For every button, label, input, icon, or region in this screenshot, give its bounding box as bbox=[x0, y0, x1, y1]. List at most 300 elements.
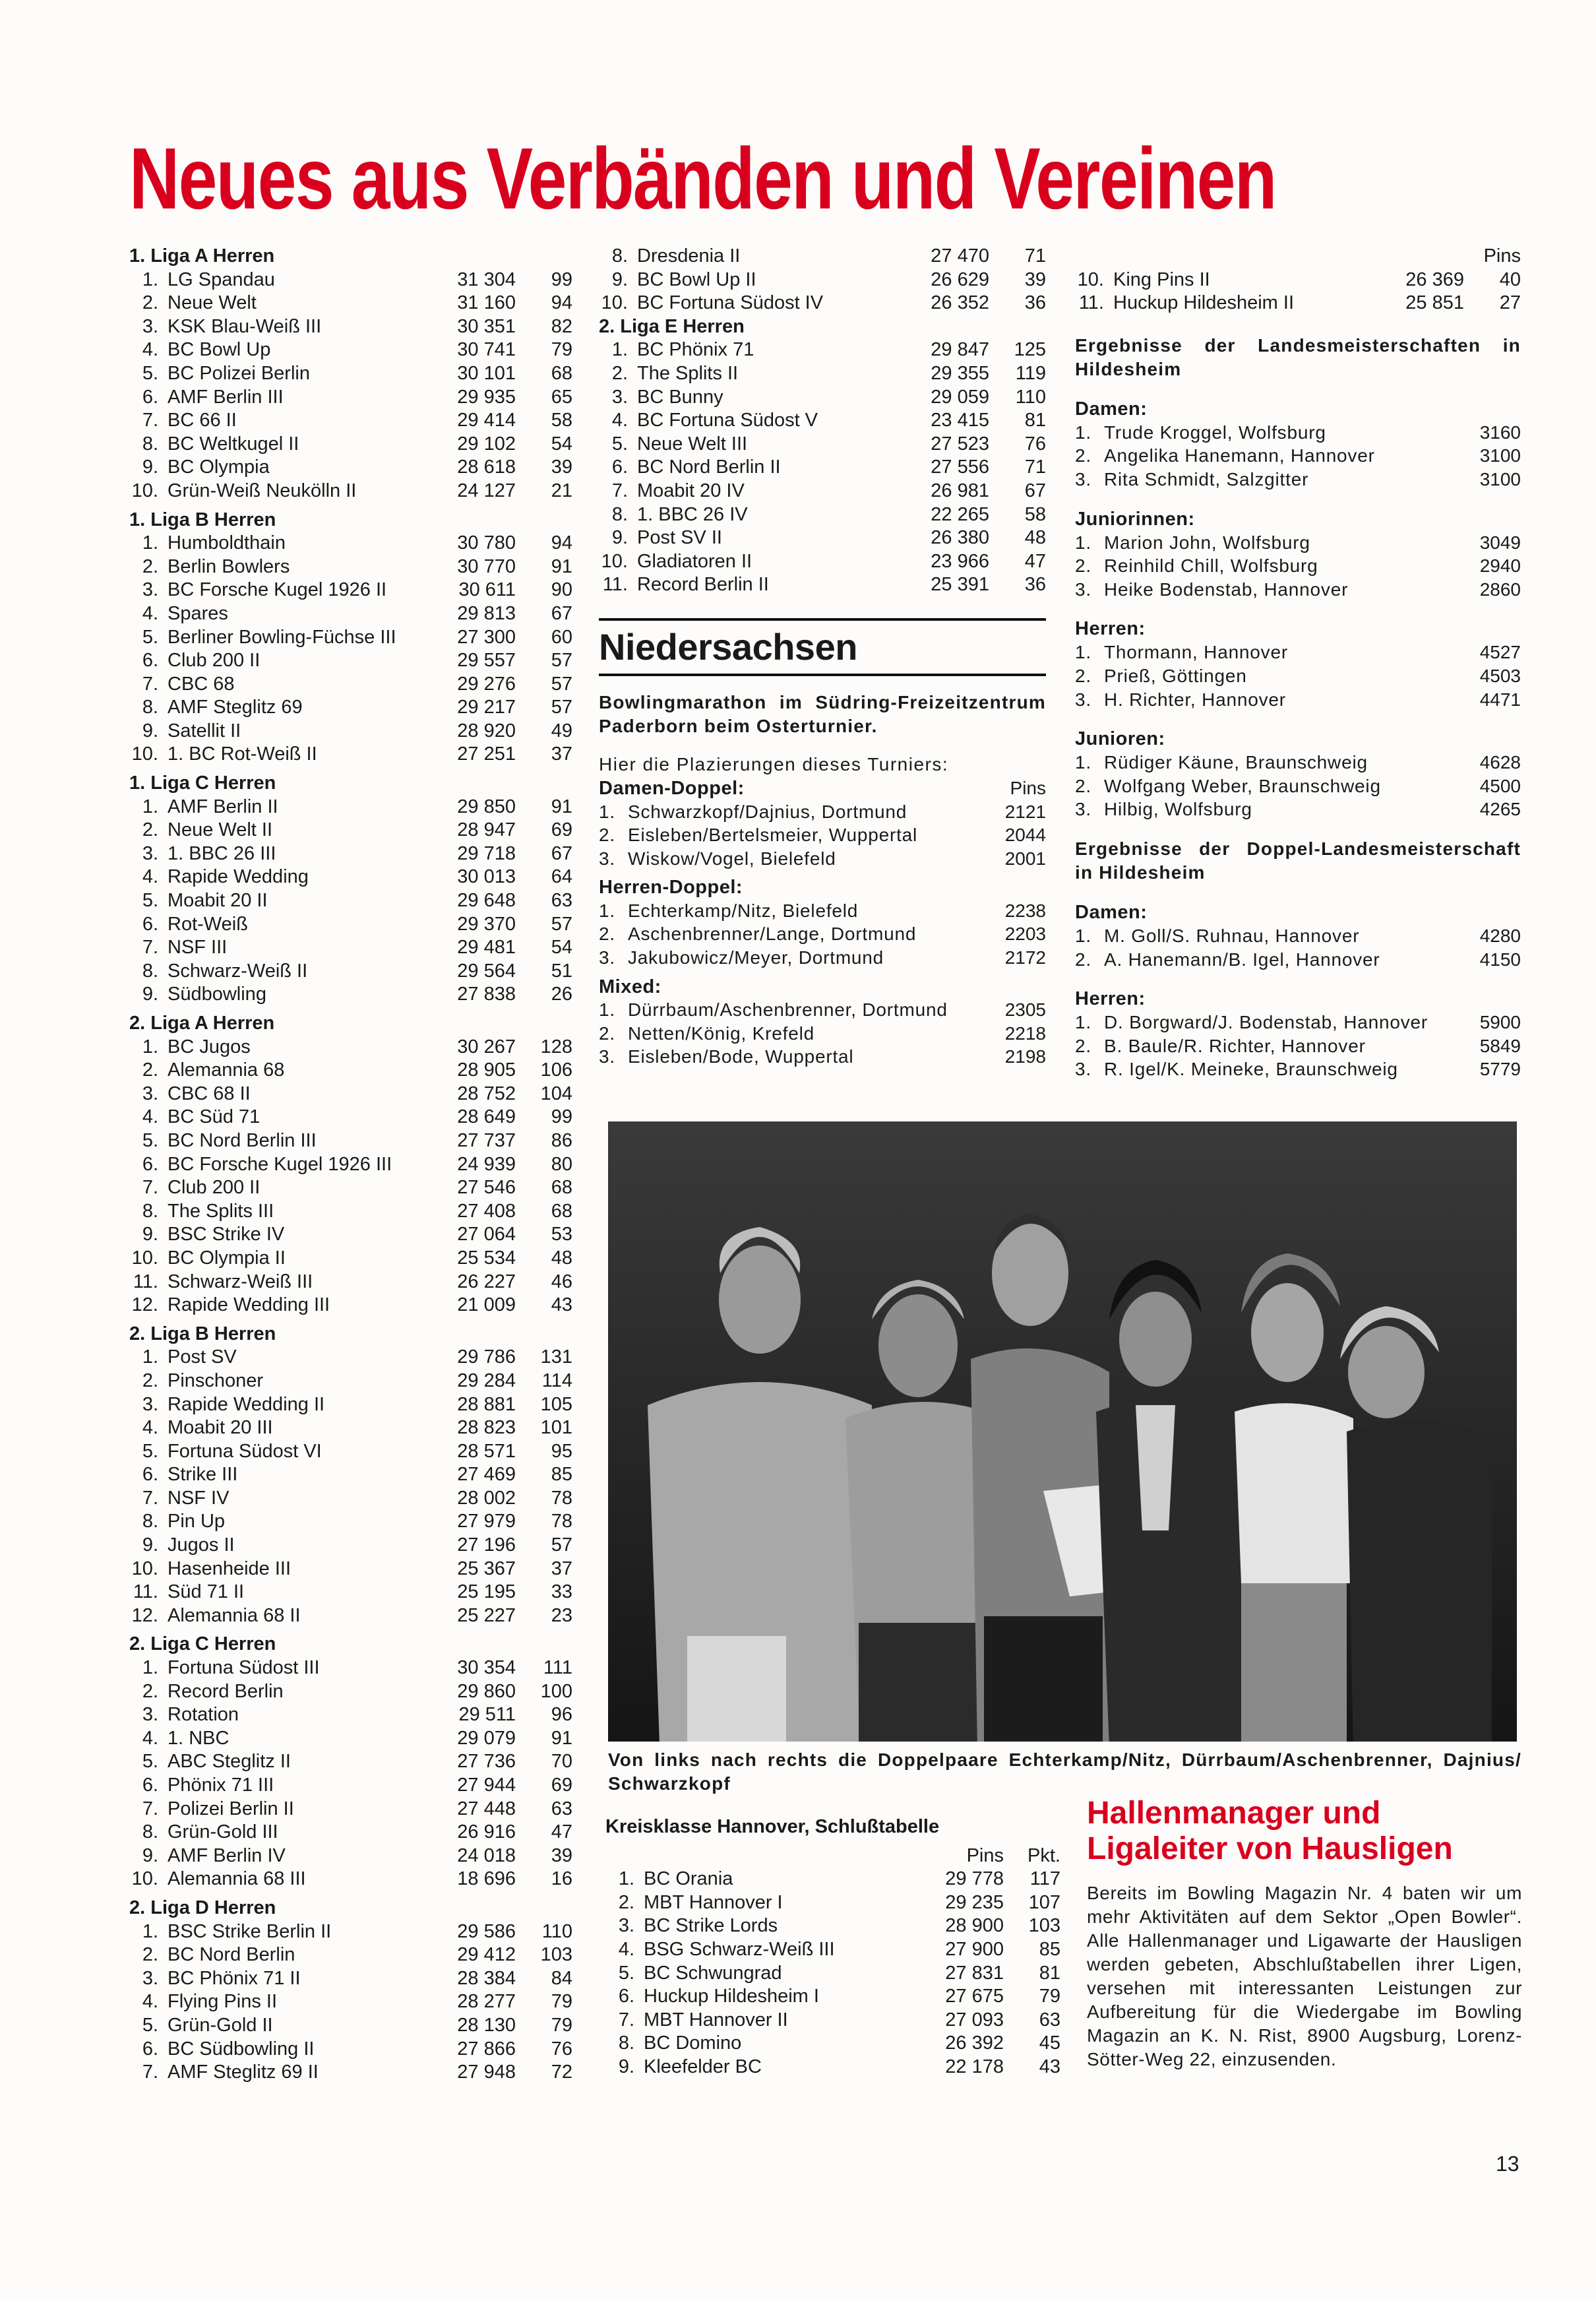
pins-value: 29 235 bbox=[945, 1891, 1004, 1913]
points-value: 103 bbox=[540, 1944, 572, 1966]
pins-value: 29 648 bbox=[457, 890, 516, 912]
kreisklasse-title: Kreisklasse Hannover, Schlußtabelle bbox=[605, 1816, 940, 1837]
rank: 11. bbox=[133, 1271, 158, 1292]
points-value: 26 bbox=[551, 984, 572, 1005]
table-row bbox=[599, 550, 1046, 574]
pins-value: 21 009 bbox=[457, 1294, 516, 1316]
rank: 6. bbox=[142, 1464, 158, 1486]
rank: 8. bbox=[142, 433, 158, 455]
pins-value: 30 013 bbox=[457, 866, 516, 888]
points-value: 100 bbox=[540, 1680, 572, 1702]
points-value: 79 bbox=[551, 339, 572, 361]
pins-value: 27 064 bbox=[457, 1224, 516, 1245]
points-value: 103 bbox=[1028, 1915, 1060, 1937]
pins-value: 5779 bbox=[1479, 1059, 1521, 1080]
spacer bbox=[129, 1317, 572, 1323]
result-row bbox=[599, 1022, 1046, 1046]
league-title: 2. Liga B Herren bbox=[129, 1323, 276, 1344]
pins-header: Pins bbox=[1483, 245, 1521, 267]
result-row bbox=[1075, 1011, 1521, 1034]
points-value: 57 bbox=[551, 697, 572, 718]
team-name: Süd 71 II bbox=[168, 1581, 245, 1603]
table-row bbox=[129, 1463, 572, 1487]
pins-value: 29 850 bbox=[457, 796, 516, 817]
rank: 6. bbox=[142, 650, 158, 672]
team-name: BC Polizei Berlin bbox=[168, 362, 310, 384]
points-value: 51 bbox=[551, 960, 572, 982]
points-value: 49 bbox=[551, 720, 572, 741]
rank: 5. bbox=[142, 2014, 158, 2036]
table-row bbox=[129, 1990, 572, 2014]
left-column bbox=[129, 245, 572, 2085]
pins-value: 30 611 bbox=[458, 579, 516, 601]
table-row bbox=[599, 573, 1046, 597]
rank: 2. bbox=[618, 1891, 634, 1913]
team-name: Alemannia 68 III bbox=[168, 1868, 306, 1890]
points-value: 57 bbox=[551, 1534, 572, 1556]
rank: 2. bbox=[142, 1059, 158, 1081]
rank: 3. bbox=[142, 579, 158, 601]
rank: 2. bbox=[142, 292, 158, 314]
points-value: 36 bbox=[1024, 292, 1046, 314]
pins-value: 29 059 bbox=[931, 386, 989, 408]
rank: 1. bbox=[599, 999, 615, 1021]
pins-value: 3100 bbox=[1479, 468, 1521, 489]
points-value: 57 bbox=[551, 673, 572, 695]
points-value: 106 bbox=[540, 1059, 572, 1081]
table-row bbox=[129, 1106, 572, 1129]
points-value: 68 bbox=[551, 1200, 572, 1222]
table-row bbox=[129, 1558, 572, 1581]
table-row bbox=[129, 409, 572, 433]
player-name: Trude Kroggel, Wolfsburg bbox=[1104, 422, 1326, 443]
rank: 4. bbox=[611, 410, 628, 431]
team-name: Rapide Wedding bbox=[168, 866, 309, 888]
points-value: 47 bbox=[1024, 550, 1046, 572]
team-name: AMF Berlin III bbox=[168, 386, 284, 408]
table-row bbox=[599, 362, 1046, 386]
rank: 11. bbox=[1078, 292, 1104, 314]
table-row bbox=[599, 480, 1046, 503]
points-value: 104 bbox=[540, 1083, 572, 1104]
team-name: Schwarz-Weiß II bbox=[168, 960, 308, 982]
table-row bbox=[129, 292, 572, 315]
table-row bbox=[129, 866, 572, 889]
player-name: B. Baule/R. Richter, Hannover bbox=[1104, 1035, 1366, 1056]
table-header bbox=[605, 1844, 1060, 1868]
pins-value: 25 195 bbox=[457, 1581, 516, 1603]
points-value: 63 bbox=[551, 1798, 572, 1819]
group-title: Mixed: bbox=[599, 976, 661, 997]
rank: 3. bbox=[142, 315, 158, 337]
rank: 9. bbox=[142, 984, 158, 1005]
rank: 6. bbox=[142, 2038, 158, 2060]
pins-value: 28 002 bbox=[457, 1487, 516, 1509]
team-name: AMF Berlin IV bbox=[168, 1844, 286, 1866]
landes-results bbox=[1075, 381, 1521, 821]
rank: 2. bbox=[1075, 555, 1091, 577]
pins-value: 2121 bbox=[1004, 801, 1046, 822]
spacer bbox=[1075, 971, 1521, 987]
points-value: 40 bbox=[1499, 268, 1521, 290]
table-row bbox=[129, 696, 572, 720]
table-row bbox=[129, 386, 572, 410]
rank: 4. bbox=[142, 1417, 158, 1439]
pins-value: 29 217 bbox=[457, 697, 516, 718]
team-name: BC Orania bbox=[644, 1868, 733, 1890]
rank: 4. bbox=[142, 1727, 158, 1749]
photo-caption: Von links nach rechts die Doppelpaare Echterkamp/Nitz, Dürrbaum/Aschenbrenner, Dajnius/ Schwarzkopf bbox=[608, 1749, 1521, 1794]
team-name: BC 66 II bbox=[168, 410, 237, 431]
points-value: 71 bbox=[1024, 457, 1046, 478]
team-name: BSG Schwarz-Weiß III bbox=[644, 1938, 835, 1960]
table-row bbox=[605, 1938, 1060, 1962]
table-row bbox=[1075, 268, 1521, 292]
rank: 3. bbox=[142, 1083, 158, 1104]
team-name: AMF Steglitz 69 bbox=[168, 697, 303, 718]
points-value: 39 bbox=[551, 457, 572, 478]
points-value: 64 bbox=[551, 866, 572, 888]
pins-value: 24 018 bbox=[457, 1844, 516, 1866]
rank: 3. bbox=[142, 1393, 158, 1415]
rank: 9. bbox=[611, 268, 628, 290]
pins-value: 28 130 bbox=[457, 2014, 516, 2036]
pins-value: 27 675 bbox=[945, 1986, 1004, 2007]
points-value: 58 bbox=[1024, 503, 1046, 525]
pins-value: 28 571 bbox=[457, 1440, 516, 1462]
pins-value: 27 523 bbox=[931, 433, 989, 455]
team-name: Flying Pins II bbox=[168, 1991, 277, 2013]
table-row bbox=[129, 1393, 572, 1417]
table-row bbox=[129, 743, 572, 767]
pins-value: 30 780 bbox=[457, 532, 516, 554]
table-row bbox=[129, 1868, 572, 1891]
table-row bbox=[129, 1774, 572, 1798]
rank: 1. bbox=[142, 796, 158, 817]
team-name: Alemannia 68 II bbox=[168, 1604, 301, 1626]
pins-value: 29 786 bbox=[457, 1346, 516, 1368]
result-row bbox=[599, 998, 1046, 1022]
pins-value: 27 948 bbox=[457, 2062, 516, 2083]
team-name: Record Berlin bbox=[168, 1680, 284, 1702]
pins-value: 28 649 bbox=[457, 1106, 516, 1128]
tournament-results bbox=[599, 776, 1046, 1069]
pins-value: 4628 bbox=[1479, 752, 1521, 773]
points-value: 107 bbox=[1028, 1891, 1060, 1913]
rank: 6. bbox=[142, 913, 158, 935]
article-body: Bereits im Bowling Magazin Nr. 4 baten wir um mehr Aktivitäten auf dem Sektor „Open Bowler“. Alle Hallenmanager und Ligawarte der Hausligen werden gebeten, Abschlußtabellen ihrer Ligen, versehen mit interessanten Leistungen zur Aufbereitung für die Wiedergabe im Bowling Magazin an K. N. Rist, 8900 Augsburg, Lorenz-Sötter-Weg 22, einzusenden. bbox=[1087, 1883, 1522, 2069]
player-name: D. Borgward/J. Bodenstab, Hannover bbox=[1104, 1012, 1428, 1033]
team-name: Berlin Bowlers bbox=[168, 555, 290, 577]
pins-value: 29 847 bbox=[931, 339, 989, 361]
points-value: 117 bbox=[1029, 1868, 1060, 1890]
points-value: 79 bbox=[551, 2014, 572, 2036]
table-row bbox=[599, 433, 1046, 457]
points-value: 33 bbox=[551, 1581, 572, 1603]
points-value: 37 bbox=[551, 743, 572, 765]
liga-continued bbox=[1075, 268, 1521, 315]
team-name: BSC Strike IV bbox=[168, 1224, 285, 1245]
photo-illustration bbox=[608, 1121, 1517, 1742]
pins-value: 25 391 bbox=[931, 574, 989, 596]
rank: 3. bbox=[599, 947, 615, 968]
player-name: Rüdiger Käune, Braunschweig bbox=[1104, 752, 1368, 773]
rank: 9. bbox=[142, 1534, 158, 1556]
pins-value: 4280 bbox=[1479, 925, 1521, 946]
pins-value: 28 752 bbox=[457, 1083, 516, 1104]
rank: 6. bbox=[611, 457, 628, 478]
col-pkt: Pkt. bbox=[1028, 1844, 1060, 1866]
pins-value: 29 860 bbox=[457, 1680, 516, 1702]
pins-value: 30 351 bbox=[457, 315, 516, 337]
rank: 1. bbox=[611, 339, 628, 361]
pins-value: 29 355 bbox=[931, 362, 989, 384]
pins-value: 27 866 bbox=[457, 2038, 516, 2060]
rank: 5. bbox=[618, 1962, 634, 1984]
team-name: Fortuna Südost III bbox=[168, 1657, 320, 1679]
hallenmanager-article bbox=[1087, 1796, 1522, 2071]
player-name: Hilbig, Wolfsburg bbox=[1104, 799, 1252, 820]
pins-value: 2940 bbox=[1479, 555, 1521, 577]
rank: 3. bbox=[611, 386, 628, 408]
pins-value: 5849 bbox=[1479, 1035, 1521, 1056]
rank: 3. bbox=[142, 842, 158, 864]
points-value: 36 bbox=[1024, 574, 1046, 596]
rank: 5. bbox=[142, 1440, 158, 1462]
rank: 1. bbox=[618, 1868, 634, 1890]
rank: 8. bbox=[611, 503, 628, 525]
points-value: 90 bbox=[551, 579, 572, 601]
rank: 1. bbox=[142, 1657, 158, 1679]
spacer bbox=[129, 1627, 572, 1633]
player-name: H. Richter, Hannover bbox=[1104, 689, 1286, 710]
table-row bbox=[599, 456, 1046, 480]
group-title: Herren: bbox=[1075, 988, 1146, 1010]
pins-value: 4150 bbox=[1479, 949, 1521, 970]
rank: 2. bbox=[142, 819, 158, 841]
table-row bbox=[129, 1416, 572, 1440]
points-value: 76 bbox=[551, 2038, 572, 2060]
team-name: Jugos II bbox=[168, 1534, 235, 1556]
team-name: 1. BBC 26 IV bbox=[637, 503, 748, 525]
pins-value: 28 823 bbox=[457, 1417, 516, 1439]
table-row bbox=[129, 913, 572, 937]
team-name: MBT Hannover I bbox=[644, 1891, 783, 1913]
player-name: Dürrbaum/Aschenbrenner, Dortmund bbox=[628, 999, 948, 1021]
rank: 2. bbox=[1075, 1035, 1091, 1056]
table-row bbox=[129, 936, 572, 960]
table-row bbox=[129, 1487, 572, 1511]
league-title: 1. Liga B Herren bbox=[129, 509, 276, 530]
table-row bbox=[129, 480, 572, 503]
result-row bbox=[599, 800, 1046, 824]
rank: 8. bbox=[618, 2032, 634, 2054]
result-row bbox=[1075, 688, 1521, 712]
spacer bbox=[129, 503, 572, 509]
pins-value: 2860 bbox=[1479, 579, 1521, 600]
pins-value: 23 415 bbox=[931, 410, 989, 431]
table-row bbox=[605, 1914, 1060, 1938]
result-row bbox=[599, 1045, 1046, 1069]
team-name: BC Olympia II bbox=[168, 1247, 286, 1269]
team-name: Hasenheide III bbox=[168, 1558, 292, 1579]
player-name: Marion John, Wolfsburg bbox=[1104, 532, 1310, 553]
team-name: Strike III bbox=[168, 1464, 238, 1486]
rank: 12. bbox=[131, 1294, 158, 1316]
points-value: 68 bbox=[551, 1177, 572, 1199]
pins-value: 2198 bbox=[1004, 1046, 1046, 1067]
spacer bbox=[1075, 381, 1521, 397]
team-name: Huckup Hildesheim I bbox=[644, 1986, 819, 2007]
player-name: Wolfgang Weber, Braunschweig bbox=[1104, 775, 1381, 796]
rank: 9. bbox=[142, 457, 158, 478]
team-name: Schwarz-Weiß III bbox=[168, 1271, 313, 1292]
table-row bbox=[599, 526, 1046, 550]
team-name: BC Forsche Kugel 1926 II bbox=[168, 579, 387, 601]
points-value: 39 bbox=[1024, 268, 1046, 290]
table-row bbox=[599, 386, 1046, 410]
points-value: 67 bbox=[551, 602, 572, 624]
rank: 1. bbox=[1075, 642, 1091, 663]
pins-value: 4527 bbox=[1479, 642, 1521, 663]
page-number: 13 bbox=[1496, 2152, 1519, 2176]
pins-value: 26 380 bbox=[931, 527, 989, 549]
rank: 7. bbox=[142, 410, 158, 431]
intro-text: Hier die Plazierungen dieses Turniers: bbox=[599, 753, 949, 774]
table-row bbox=[129, 1656, 572, 1680]
table-row bbox=[129, 1703, 572, 1727]
team-photo bbox=[608, 1121, 1517, 1742]
rank: 12. bbox=[131, 1604, 158, 1626]
points-value: 69 bbox=[551, 819, 572, 841]
pins-value: 2044 bbox=[1004, 825, 1046, 846]
pins-value: 27 448 bbox=[457, 1798, 516, 1819]
result-row bbox=[1075, 664, 1521, 688]
pins-value: 28 900 bbox=[945, 1915, 1004, 1937]
team-name: Fortuna Südost VI bbox=[168, 1440, 322, 1462]
table-row bbox=[129, 1200, 572, 1224]
spacer bbox=[1075, 491, 1521, 507]
points-value: 39 bbox=[551, 1844, 572, 1866]
team-name: Südbowling bbox=[168, 984, 266, 1005]
player-name: M. Goll/S. Ruhnau, Hannover bbox=[1104, 925, 1360, 946]
rank: 6. bbox=[142, 1775, 158, 1796]
rank: 6. bbox=[142, 386, 158, 408]
rank: 2. bbox=[611, 362, 628, 384]
team-name: ABC Steglitz II bbox=[168, 1751, 291, 1773]
points-value: 81 bbox=[1039, 1962, 1060, 1984]
player-name: Eisleben/Bertelsmeier, Wuppertal bbox=[628, 825, 918, 846]
table-row bbox=[129, 1271, 572, 1294]
team-name: Polizei Berlin II bbox=[168, 1798, 294, 1819]
table-row bbox=[129, 1083, 572, 1106]
pins-value: 29 414 bbox=[457, 410, 516, 431]
pins-value: 26 352 bbox=[931, 292, 989, 314]
page-headline: Neues aus Verbänden und Vereinen bbox=[129, 130, 1276, 227]
rank: 1. bbox=[1075, 532, 1091, 553]
spacer bbox=[129, 1891, 572, 1897]
table-row bbox=[129, 2014, 572, 2038]
team-name: BC Weltkugel II bbox=[168, 433, 299, 455]
rank: 11. bbox=[133, 1581, 158, 1603]
pins-value: 30 267 bbox=[457, 1036, 516, 1057]
pins-header: Pins bbox=[1010, 777, 1046, 798]
rank: 3. bbox=[618, 1915, 634, 1937]
doppel-results bbox=[1075, 885, 1521, 1081]
pins-value: 27 469 bbox=[457, 1464, 516, 1486]
player-name: A. Hanemann/B. Igel, Hannover bbox=[1104, 949, 1380, 970]
rank: 7. bbox=[611, 480, 628, 501]
rank: 2. bbox=[142, 555, 158, 577]
pins-value: 4500 bbox=[1479, 775, 1521, 796]
table-row bbox=[129, 1943, 572, 1967]
pins-value: 29 586 bbox=[457, 1920, 516, 1942]
rank: 1. bbox=[142, 1920, 158, 1942]
pins-value: 5900 bbox=[1479, 1012, 1521, 1033]
points-value: 131 bbox=[540, 1346, 572, 1368]
rank: 2. bbox=[599, 924, 615, 945]
pins-value: 25 367 bbox=[457, 1558, 516, 1579]
team-name: Spares bbox=[168, 602, 228, 624]
points-value: 16 bbox=[551, 1868, 572, 1890]
pins-value: 31 160 bbox=[457, 292, 516, 314]
rank: 4. bbox=[142, 866, 158, 888]
player-name: Aschenbrenner/Lange, Dortmund bbox=[628, 924, 917, 945]
rank: 4. bbox=[142, 339, 158, 361]
group-header bbox=[599, 776, 1046, 800]
points-value: 79 bbox=[551, 1991, 572, 2013]
table-row bbox=[605, 1891, 1060, 1915]
team-name: Moabit 20 III bbox=[168, 1417, 273, 1439]
table-row bbox=[129, 1581, 572, 1604]
group-header bbox=[599, 875, 1046, 899]
spacer bbox=[599, 970, 1046, 975]
pins-value: 29 370 bbox=[457, 913, 516, 935]
rank: 11. bbox=[602, 574, 628, 596]
team-name: The Splits III bbox=[168, 1200, 274, 1222]
team-name: NSF IV bbox=[168, 1487, 230, 1509]
points-value: 21 bbox=[551, 480, 572, 501]
points-value: 67 bbox=[551, 842, 572, 864]
team-name: BC Süd 71 bbox=[168, 1106, 261, 1128]
points-value: 47 bbox=[551, 1821, 572, 1843]
points-value: 81 bbox=[1024, 410, 1046, 431]
table-row bbox=[599, 292, 1046, 315]
result-row bbox=[1075, 774, 1521, 798]
rank: 1. bbox=[1075, 422, 1091, 443]
team-name: Phönix 71 III bbox=[168, 1775, 274, 1796]
table-row bbox=[129, 819, 572, 842]
team-name: LG Spandau bbox=[168, 268, 275, 290]
result-row bbox=[1075, 1034, 1521, 1058]
points-value: 60 bbox=[551, 626, 572, 648]
player-name: Thormann, Hannover bbox=[1104, 642, 1288, 663]
pins-value: 29 935 bbox=[457, 386, 516, 408]
player-name: Echterkamp/Nitz, Bielefeld bbox=[628, 900, 859, 921]
points-value: 37 bbox=[551, 1558, 572, 1579]
group-header bbox=[599, 975, 1046, 999]
rank: 7. bbox=[142, 1798, 158, 1819]
rank: 5. bbox=[611, 433, 628, 455]
team-name: Club 200 II bbox=[168, 1177, 261, 1199]
landes-heading: Ergebnisse der Landesmeisterschaften in Hildesheim bbox=[1075, 334, 1521, 379]
rank: 1. bbox=[1075, 1012, 1091, 1033]
points-value: 57 bbox=[551, 650, 572, 672]
result-row bbox=[599, 922, 1046, 946]
rank: 3. bbox=[599, 1046, 615, 1067]
table-row bbox=[599, 409, 1046, 433]
rank: 6. bbox=[142, 1153, 158, 1175]
